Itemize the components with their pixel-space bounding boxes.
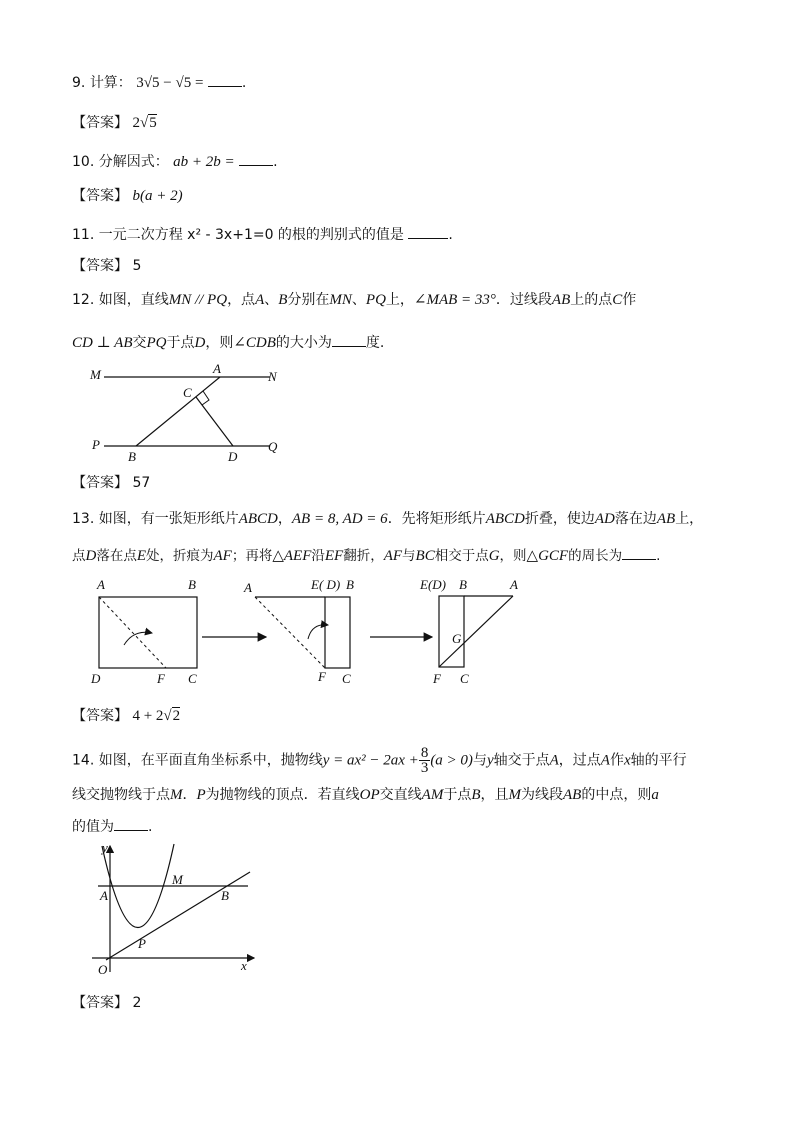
question-number: 10. xyxy=(72,154,95,170)
label-C: C xyxy=(183,385,192,400)
text: 沿 xyxy=(311,548,325,564)
math: A xyxy=(600,752,610,769)
text: 分别在 xyxy=(287,292,330,308)
answer-tag: 【答案】 xyxy=(72,115,128,131)
text: 折叠，使边 xyxy=(524,511,595,527)
figure-12 xyxy=(80,360,300,465)
axis-label-x: x xyxy=(241,958,247,973)
answer-tag: 【答案】 xyxy=(72,258,128,274)
text: 、 xyxy=(351,292,366,308)
math: E xyxy=(136,548,147,564)
answer-blank xyxy=(114,816,148,831)
question-12-line-1 xyxy=(72,290,636,310)
text: ，且 xyxy=(480,787,509,803)
text: . xyxy=(656,548,661,564)
math: AD xyxy=(594,511,615,527)
math: MN xyxy=(329,292,352,308)
math: y = ax² − 2ax + xyxy=(322,752,419,769)
math: ABCD xyxy=(485,511,525,527)
answer-9 xyxy=(72,113,157,133)
label-A: A xyxy=(213,361,221,376)
text: 点 xyxy=(72,548,86,564)
math: B xyxy=(278,292,288,308)
answer-value: 57 xyxy=(132,475,151,491)
answer-12 xyxy=(72,473,150,493)
answer-tag: 【答案】 xyxy=(72,708,128,724)
label-M: M xyxy=(172,872,183,887)
label-B: B xyxy=(459,577,467,592)
answer-blank xyxy=(408,224,448,239)
label-D: D xyxy=(91,671,101,686)
label-C: C xyxy=(188,671,197,686)
math: MN // PQ xyxy=(168,292,228,308)
label-A: A xyxy=(510,577,518,592)
label-E-D: E( D) xyxy=(311,577,341,592)
math: A xyxy=(549,752,559,769)
math: y xyxy=(486,752,494,769)
text: 处，折痕为 xyxy=(146,548,214,564)
math: A xyxy=(255,292,265,308)
math: (a > 0) xyxy=(430,752,473,769)
label-P: P xyxy=(92,437,100,452)
question-number: 12. xyxy=(72,292,95,308)
text: 上的点 xyxy=(570,292,613,308)
text: 的大小为 xyxy=(275,335,332,351)
punctuation: . xyxy=(448,227,453,243)
label-E-D: E(D) xyxy=(420,577,446,592)
label-F: F xyxy=(157,671,165,686)
text: 与 xyxy=(472,752,487,769)
label-F: F xyxy=(433,671,441,686)
text: 为抛物线的顶点．若直线 xyxy=(205,787,360,803)
answer-value: 2 xyxy=(132,995,142,1011)
math: AM xyxy=(421,787,444,803)
text: ，则 xyxy=(499,548,527,564)
answer-integer: 4 + 2 xyxy=(132,708,164,724)
math: △AEF xyxy=(272,548,312,564)
answer-tag: 【答案】 xyxy=(72,995,128,1011)
label-A: A xyxy=(244,580,252,595)
text: 轴的平行 xyxy=(630,752,687,769)
math: ∠MAB = 33° xyxy=(413,292,496,308)
math: P xyxy=(196,787,206,803)
answer-radicand: 5 xyxy=(149,115,157,131)
label-M: M xyxy=(90,367,101,382)
math: D xyxy=(85,548,97,564)
answer-value: 5 xyxy=(132,258,142,274)
text: 翻折， xyxy=(343,548,384,564)
math: AF xyxy=(383,548,403,564)
math: PQ xyxy=(146,335,167,351)
question-number: 9. xyxy=(72,75,86,91)
math: ∠CDB xyxy=(233,335,276,351)
answer-value: b(a + 2) xyxy=(132,188,183,204)
text: 线交抛物线于点 xyxy=(72,787,170,803)
math: OP xyxy=(359,787,380,803)
question-text: 一元二次方程 x² - 3x+1=0 的根的判别式的值是 xyxy=(98,227,404,243)
question-number: 13. xyxy=(72,511,95,527)
fraction xyxy=(419,746,431,775)
question-14-line-2 xyxy=(72,785,659,805)
text: 、 xyxy=(264,292,279,308)
label-B: B xyxy=(346,577,354,592)
label-A: A xyxy=(100,888,108,903)
answer-13 xyxy=(72,706,180,726)
math: AB xyxy=(563,787,582,803)
text: 的中点，则 xyxy=(581,787,652,803)
fraction-denominator: 3 xyxy=(420,760,429,776)
text: 与 xyxy=(402,548,416,564)
text: 于点 xyxy=(166,335,195,351)
question-10 xyxy=(72,151,278,172)
math: a xyxy=(651,787,659,803)
text: 如图，在平面直角坐标系中，抛物线 xyxy=(98,752,323,769)
text: ．过线段 xyxy=(495,292,552,308)
text: 如图，有一张矩形纸片 xyxy=(98,511,239,527)
answer-tag: 【答案】 xyxy=(72,475,128,491)
text: ， xyxy=(277,511,292,527)
question-number: 11. xyxy=(72,227,95,243)
label-P: P xyxy=(138,936,146,951)
answer-blank xyxy=(208,72,242,87)
question-label: 分解因式： xyxy=(98,154,169,170)
math: PQ xyxy=(365,292,386,308)
math: M xyxy=(170,787,183,803)
text: ．先将矩形纸片 xyxy=(387,511,486,527)
text: ；再将 xyxy=(231,548,273,564)
text: 如图，直线 xyxy=(98,292,169,308)
text: 上， xyxy=(385,292,414,308)
text: ． xyxy=(182,787,197,803)
figure-13 xyxy=(80,575,540,690)
text: 作 xyxy=(609,752,624,769)
label-A: A xyxy=(97,577,105,592)
question-14-line-3 xyxy=(72,816,152,837)
text: 度. xyxy=(365,335,385,351)
label-F: F xyxy=(318,669,326,684)
label-B: B xyxy=(221,888,229,903)
question-13-line-1 xyxy=(72,509,703,529)
answer-coefficient: 2 xyxy=(132,115,140,131)
label-N: N xyxy=(268,369,277,384)
text: 的值为 xyxy=(72,819,114,835)
math: G xyxy=(488,548,500,564)
text: 的周长为 xyxy=(568,548,623,564)
math: C xyxy=(612,292,623,308)
label-Q: Q xyxy=(268,439,278,454)
question-label: 计算： xyxy=(89,75,132,91)
punctuation: . xyxy=(273,154,278,170)
answer-tag: 【答案】 xyxy=(72,188,128,204)
label-C: C xyxy=(460,671,469,686)
answer-blank xyxy=(332,332,366,347)
text: 上， xyxy=(675,511,704,527)
text: 落在边 xyxy=(614,511,657,527)
figure-14 xyxy=(88,840,268,980)
text: ，过点 xyxy=(558,752,601,769)
question-12-line-2 xyxy=(72,332,384,353)
text: ，点 xyxy=(227,292,256,308)
label-B: B xyxy=(128,449,136,464)
question-14-line-1 xyxy=(72,746,687,775)
label-C: C xyxy=(342,671,351,686)
text: 落在点 xyxy=(96,548,137,564)
math: EF xyxy=(324,548,344,564)
math: B xyxy=(471,787,481,803)
text: 交直线 xyxy=(379,787,422,803)
math-expression: 3√5 − √5 = xyxy=(136,75,204,91)
text: 为线段 xyxy=(521,787,564,803)
answer-value: 4 + 2√2 xyxy=(132,708,181,724)
text: 于点 xyxy=(443,787,472,803)
text: 轴交于点 xyxy=(493,752,550,769)
fraction-numerator: 8 xyxy=(420,745,429,761)
label-O: O xyxy=(98,962,108,977)
label-B: B xyxy=(188,577,196,592)
text: . xyxy=(148,819,153,835)
question-11 xyxy=(72,224,453,245)
math: AB xyxy=(551,292,571,308)
axis-label-y: y xyxy=(102,840,108,855)
math: △GCF xyxy=(526,548,569,564)
math: x xyxy=(623,752,631,769)
math: AB xyxy=(656,511,676,527)
answer-radicand: 2 xyxy=(172,708,181,724)
label-G: G xyxy=(452,631,462,646)
answer-blank xyxy=(239,151,273,166)
answer-value: 2√5 xyxy=(132,115,157,131)
text: ，则 xyxy=(205,335,234,351)
question-number: 14. xyxy=(72,752,95,769)
math-expression: ab + 2b = xyxy=(173,154,235,170)
math: D xyxy=(194,335,206,351)
answer-blank xyxy=(622,545,656,560)
math: AB = 8, AD = 6 xyxy=(291,511,388,527)
math: AF xyxy=(213,548,232,564)
text: 作 xyxy=(622,292,637,308)
text: 相交于点 xyxy=(434,548,489,564)
math: ABCD xyxy=(238,511,278,527)
answer-11 xyxy=(72,256,141,276)
question-13-line-2 xyxy=(72,545,660,566)
text: 交 xyxy=(132,335,147,351)
punctuation: . xyxy=(241,75,247,91)
answer-10 xyxy=(72,186,183,206)
math: M xyxy=(508,787,522,803)
answer-14 xyxy=(72,993,141,1013)
math: BC xyxy=(415,548,435,564)
question-9 xyxy=(72,72,246,93)
math: CD ⊥ AB xyxy=(72,335,133,351)
label-D: D xyxy=(228,449,238,464)
